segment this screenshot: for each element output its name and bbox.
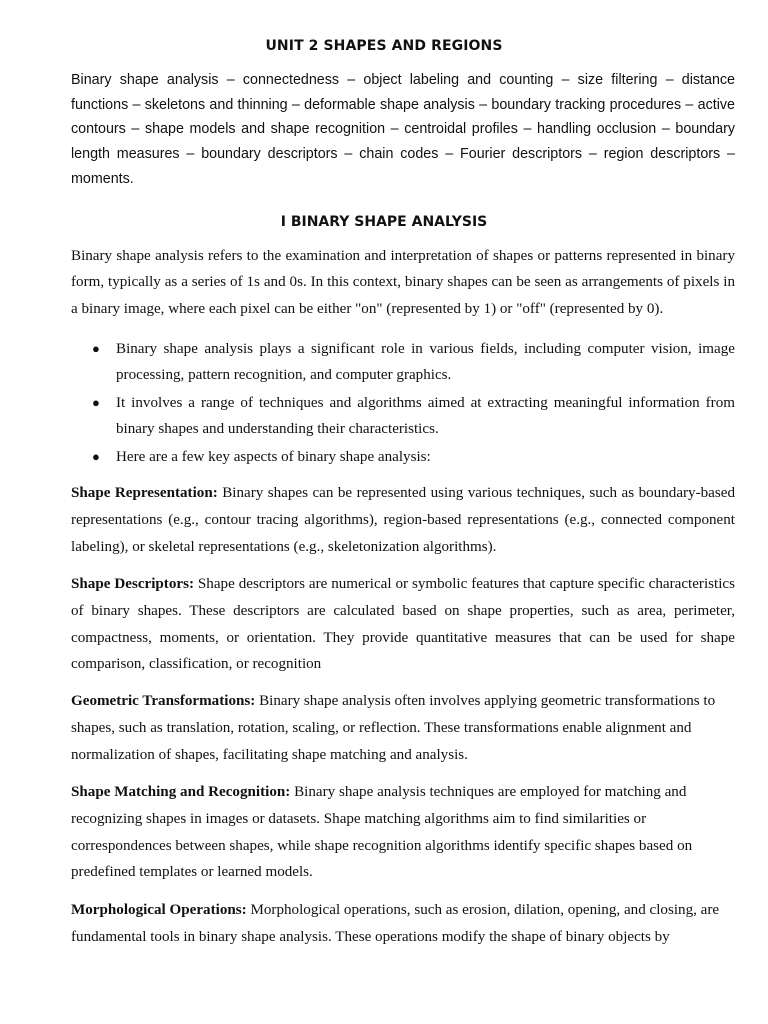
list-item xyxy=(71,390,735,442)
unit-title: UNIT 2 SHAPES AND REGIONS xyxy=(265,38,503,54)
list-item-text: It involves a range of techniques and algorithms aimed at extracting meaningful information from binary shapes and understanding their characteristics. xyxy=(116,395,735,437)
aspect-term: Shape Matching and Recognition: xyxy=(71,784,291,800)
list-item-text: Here are a few key aspects of binary shape analysis: xyxy=(116,449,431,465)
aspect-shape-representation xyxy=(71,480,735,560)
bullet-icon: ● xyxy=(92,395,100,410)
aspect-shape-matching xyxy=(71,779,711,886)
key-points-list xyxy=(71,336,735,472)
list-item xyxy=(71,444,735,470)
aspect-text: Shape descriptors are numerical or symbolic features that capture specific characteristics of binary shapes. These descriptors are calculated based on shape properties, such as area, perimeter, compactness, moments, or orientation. They provide quantitative measures that can be used for shape comparison, classification, or recognition xyxy=(71,576,735,673)
aspect-term: Geometric Transformations: xyxy=(71,693,256,709)
list-item-text: Binary shape analysis plays a significant role in various fields, including computer vision, image processing, pattern recognition, and computer graphics. xyxy=(116,341,735,383)
section-intro: Binary shape analysis refers to the examination and interpretation of shapes or patterns represented in binary form, typically as a series of 1s and 0s. In this context, binary shapes can be seen as arrangements of pixels in a binary image, where each pixel can be either "on" (represented by 1) or "off" (represented by 0). xyxy=(71,248,735,317)
aspect-morphological-operations xyxy=(71,897,735,951)
aspect-shape-descriptors xyxy=(71,571,735,678)
aspect-term: Shape Representation: xyxy=(71,485,218,501)
aspect-text: Binary shape analysis often involves applying geometric transformations to shapes, such as translation, rotation, scaling, or reflection. These transformations enable alignment and normalization of shapes, facilitating shape matching and analysis. xyxy=(71,693,716,763)
aspect-geometric-transformations xyxy=(71,688,735,768)
bullet-icon: ● xyxy=(92,341,100,356)
aspect-text: Binary shapes can be represented using various techniques, such as boundary-based representations (e.g., contour tracing algorithms), region-based representations (e.g., connected component labeling), or skeletal representations (e.g., skeletonization algorithms). xyxy=(71,485,735,555)
list-item xyxy=(71,336,735,388)
aspect-text: Binary shape analysis techniques are employed for matching and recognizing shapes in images or datasets. Shape matching algorithms aim to find similarities or correspondences between shapes, while shape recognition algorithms identify specific shapes based on predefined templates or learned models. xyxy=(71,784,693,881)
section-title: I BINARY SHAPE ANALYSIS xyxy=(280,214,488,230)
bullet-icon: ● xyxy=(92,449,100,464)
aspect-term: Morphological Operations: xyxy=(71,902,247,918)
unit-syllabus: Binary shape analysis – connectedness – object labeling and counting – size filtering – distance functions – skeletons and thinning – deformable shape analysis – boundary tracking procedures – active contours – shape models and shape recognition – centroidal profiles – handling occlusion – boundary length measures – boundary descriptors – chain codes – Fourier descriptors – region descriptors – moments. xyxy=(71,72,735,187)
aspect-text: Morphological operations, such as erosion, dilation, opening, and closing, are fundamental tools in binary shape analysis. These operations modify the shape of binary objects by xyxy=(71,902,720,945)
aspect-term: Shape Descriptors: xyxy=(71,576,194,592)
